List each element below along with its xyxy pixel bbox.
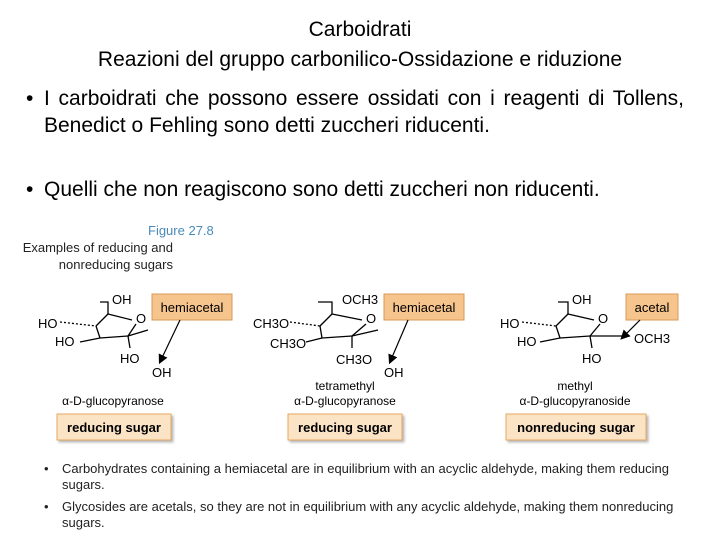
atom-label: OCH3 bbox=[634, 331, 671, 346]
arrow-icon bbox=[390, 320, 408, 362]
atom-label: O bbox=[136, 311, 147, 326]
figure-label: Figure 27.8 bbox=[148, 223, 214, 238]
molecule-tetramethyl-glucopyranose bbox=[253, 292, 464, 440]
figure-caption: Examples of reducing and nonreducing sugars bbox=[22, 240, 173, 272]
atom-label: HO bbox=[120, 351, 140, 366]
ring-structure bbox=[522, 302, 630, 348]
arrow-icon bbox=[160, 320, 180, 362]
atom-label: CH3O bbox=[253, 316, 290, 331]
atom-label: O bbox=[366, 311, 377, 326]
classification-label: reducing sugar bbox=[67, 420, 161, 435]
bullet-text: Quelli che non reagiscono sono detti zuccheri non riducenti. bbox=[44, 178, 600, 201]
compound-name: methyl bbox=[557, 379, 593, 393]
atom-label: OH bbox=[152, 365, 172, 380]
bullet-dot: • bbox=[44, 461, 49, 476]
note-text: Carbohydrates containing a hemiacetal are in equilibrium with an acyclic aldehyde, making them reducing sugars. bbox=[62, 461, 669, 492]
bullet-text: I carboidrati che possono essere ossidati con i reagenti di Tollens, Benedict o Fehling sono detti zuccheri riducenti. bbox=[44, 87, 684, 137]
bullet-dot: • bbox=[26, 178, 34, 201]
group-label: hemiacetal bbox=[392, 300, 456, 315]
classification-label: nonreducing sugar bbox=[517, 420, 635, 435]
slide-subtitle: Reazioni del gruppo carbonilico-Ossidazione e riduzione bbox=[97, 48, 623, 71]
bullet-point bbox=[22, 176, 684, 203]
atom-label: OCH3 bbox=[342, 292, 379, 307]
atom-label: HO bbox=[500, 316, 520, 331]
atom-label: OH bbox=[112, 292, 132, 307]
compound-name: α-D-glucopyranoside bbox=[519, 394, 631, 408]
note-text: Glycosides are acetals, so they are not in equilibrium with any acyclic aldehyde, making them nonreducing sugars. bbox=[62, 499, 674, 530]
atom-label: HO bbox=[517, 334, 537, 349]
atom-label: OH bbox=[572, 292, 592, 307]
figure-note bbox=[44, 499, 694, 531]
group-label: hemiacetal bbox=[160, 300, 224, 315]
compound-name: α-D-glucopyranose bbox=[62, 394, 164, 408]
atom-label: OH bbox=[384, 365, 404, 380]
bullet-dot: • bbox=[26, 87, 34, 110]
classification-label: reducing sugar bbox=[298, 420, 392, 435]
compound-name: α-D-glucopyranose bbox=[294, 394, 396, 408]
group-label: acetal bbox=[634, 300, 670, 315]
bullet-point bbox=[22, 85, 684, 139]
atom-label: HO bbox=[582, 351, 602, 366]
atom-label: O bbox=[598, 311, 609, 326]
atom-label: HO bbox=[38, 316, 58, 331]
atom-label: CH3O bbox=[336, 352, 373, 367]
molecule-glucopyranose bbox=[38, 292, 232, 440]
compound-name: tetramethyl bbox=[315, 379, 375, 393]
atom-label: HO bbox=[55, 334, 75, 349]
atom-label: CH3O bbox=[270, 336, 307, 351]
molecule-methyl-glucopyranoside bbox=[500, 292, 678, 440]
sugar-structures-figure bbox=[0, 280, 720, 450]
bullet-dot: • bbox=[44, 499, 49, 514]
figure-note bbox=[44, 461, 694, 493]
slide-title: Carboidrati bbox=[308, 18, 412, 41]
